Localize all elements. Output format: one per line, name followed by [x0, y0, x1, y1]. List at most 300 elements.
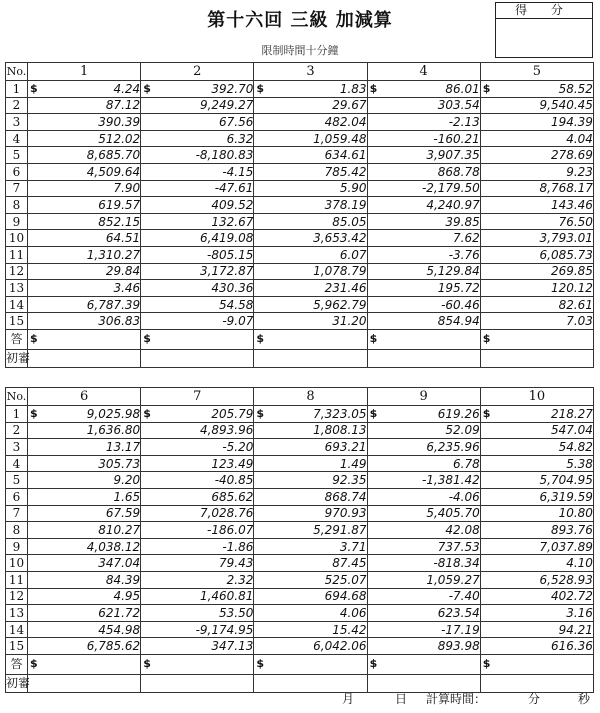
value-text: 120.12 — [550, 280, 593, 295]
value-cell — [141, 422, 254, 439]
value-cell — [141, 472, 254, 489]
value-text: 143.46 — [550, 197, 593, 212]
table-row — [6, 571, 594, 588]
value-text: 3,793.01 — [539, 231, 593, 246]
dollar-sign: $ — [369, 657, 378, 671]
value-cell — [480, 280, 593, 297]
dollar-sign: $ — [482, 406, 491, 420]
value-text: 347.04 — [98, 556, 141, 571]
value-cell — [28, 588, 141, 605]
row-number: 7 — [6, 505, 28, 522]
row-number: 4 — [6, 130, 28, 147]
value-text: 84.39 — [105, 572, 141, 587]
value-text: 278.69 — [550, 148, 593, 163]
value-cell — [254, 422, 367, 439]
value-cell — [28, 406, 141, 423]
value-text: 132.67 — [211, 214, 254, 229]
value-text: 306.83 — [98, 314, 141, 329]
table-row — [6, 180, 594, 197]
value-cell — [28, 638, 141, 655]
value-cell — [480, 313, 593, 330]
value-text: 39.85 — [445, 214, 480, 229]
value-cell — [141, 522, 254, 539]
value-cell — [28, 605, 141, 622]
value-cell — [254, 114, 367, 131]
row-number: 5 — [6, 147, 28, 164]
value-cell — [480, 180, 593, 197]
value-cell — [367, 538, 480, 555]
answer-cell[interactable] — [367, 329, 480, 349]
value-text: 402.72 — [550, 589, 593, 604]
row-number: 8 — [6, 522, 28, 539]
value-cell — [28, 621, 141, 638]
answer-cell[interactable] — [480, 329, 593, 349]
value-cell — [141, 197, 254, 214]
value-cell — [480, 638, 593, 655]
value-cell — [141, 406, 254, 423]
answer-cell[interactable] — [28, 329, 141, 349]
value-text: -5.20 — [222, 439, 254, 454]
value-text: 785.42 — [324, 164, 367, 179]
value-cell — [367, 263, 480, 280]
value-text: 737.53 — [437, 539, 480, 554]
value-text: 454.98 — [98, 622, 141, 637]
table-row — [6, 455, 594, 472]
value-text: 6,235.96 — [426, 439, 480, 454]
value-cell — [480, 455, 593, 472]
value-text: 92.35 — [332, 473, 367, 488]
row-number: 15 — [6, 313, 28, 330]
value-text: 5,405.70 — [426, 506, 480, 521]
value-text: 1,059.27 — [426, 572, 480, 587]
row-number: 7 — [6, 180, 28, 197]
value-text: 54.58 — [219, 297, 254, 312]
value-cell — [254, 180, 367, 197]
value-text: -160.21 — [433, 131, 480, 146]
check-cell[interactable] — [480, 349, 593, 367]
column-header: 1 — [28, 63, 141, 81]
dollar-sign: $ — [143, 332, 151, 346]
table-row — [6, 197, 594, 214]
value-cell — [480, 588, 593, 605]
value-cell — [28, 313, 141, 330]
value-text: 8,768.17 — [539, 181, 593, 196]
row-number: 8 — [6, 197, 28, 214]
value-cell — [254, 538, 367, 555]
check-label: 初審 — [6, 676, 31, 691]
value-text: 5,291.87 — [313, 522, 367, 537]
value-text: 7.62 — [453, 231, 480, 246]
value-cell — [367, 555, 480, 572]
value-text: 970.93 — [324, 506, 367, 521]
table-row — [6, 114, 594, 131]
value-cell — [367, 296, 480, 313]
value-text: 6,785.62 — [86, 639, 141, 654]
column-header: 7 — [141, 388, 254, 406]
dollar-sign: $ — [256, 406, 265, 420]
value-text: 1.49 — [339, 456, 367, 471]
value-cell — [254, 147, 367, 164]
dollar-sign: $ — [143, 406, 151, 420]
value-text: 7,028.76 — [199, 506, 254, 521]
value-text: 305.73 — [98, 456, 141, 471]
value-cell — [141, 114, 254, 131]
value-cell — [367, 505, 480, 522]
table-row — [6, 163, 594, 180]
value-text: -2.13 — [448, 114, 480, 129]
check-cell[interactable] — [28, 349, 141, 367]
value-cell — [480, 246, 593, 263]
row-number: 1 — [6, 81, 28, 98]
value-cell — [254, 455, 367, 472]
row-number: 9 — [6, 538, 28, 555]
dollar-sign: $ — [482, 332, 491, 346]
row-number: 12 — [6, 263, 28, 280]
value-text: 67.56 — [219, 114, 254, 129]
value-text: 3,653.42 — [313, 231, 367, 246]
value-cell — [28, 97, 141, 114]
no-header: No. — [6, 388, 28, 406]
dollar-sign: $ — [369, 332, 378, 346]
value-text: 9,540.45 — [539, 98, 593, 113]
column-header: 10 — [480, 388, 593, 406]
row-number: 10 — [6, 230, 28, 247]
value-cell — [141, 97, 254, 114]
value-text: 5,704.95 — [539, 473, 593, 488]
value-cell — [254, 97, 367, 114]
value-text: 3.71 — [339, 539, 367, 554]
value-text: 6,319.59 — [539, 489, 593, 504]
value-text: 893.76 — [550, 522, 593, 537]
value-text: 378.19 — [324, 197, 367, 212]
value-text: -9.07 — [222, 314, 254, 329]
row-number: 4 — [6, 455, 28, 472]
table-row — [6, 313, 594, 330]
footer-month: 月 — [342, 692, 355, 706]
value-cell — [480, 230, 593, 247]
row-number: 6 — [6, 488, 28, 505]
value-text: 810.27 — [98, 522, 141, 537]
value-cell — [28, 555, 141, 572]
value-text: 409.52 — [211, 197, 254, 212]
footer-seconds: 秒 — [578, 692, 591, 706]
value-cell — [28, 180, 141, 197]
value-text: 852.15 — [98, 214, 141, 229]
value-text: 4,893.96 — [199, 423, 254, 438]
check-cell[interactable] — [28, 674, 141, 692]
dollar-sign: $ — [369, 406, 378, 420]
value-cell — [141, 439, 254, 456]
table-row — [6, 280, 594, 297]
value-text: 5.38 — [566, 456, 593, 471]
value-cell — [367, 621, 480, 638]
table-row — [6, 638, 594, 655]
value-cell — [254, 472, 367, 489]
value-text: 619.26 — [437, 406, 480, 421]
value-text: 693.21 — [324, 439, 367, 454]
value-cell — [367, 213, 480, 230]
answer-cell[interactable] — [254, 654, 367, 674]
value-text: 685.62 — [211, 489, 254, 504]
value-cell — [367, 588, 480, 605]
value-text: 1.83 — [339, 81, 367, 96]
dollar-sign: $ — [482, 81, 491, 95]
value-text: 4,240.97 — [426, 197, 480, 212]
value-cell — [28, 571, 141, 588]
value-text: 5,129.84 — [426, 264, 480, 279]
value-cell — [254, 230, 367, 247]
dollar-sign: $ — [143, 81, 151, 95]
value-text: -3.76 — [448, 247, 480, 262]
value-text: 82.61 — [558, 297, 593, 312]
value-cell — [480, 406, 593, 423]
value-text: 621.72 — [98, 605, 141, 620]
value-cell — [480, 605, 593, 622]
answer-label: 答 — [6, 654, 28, 674]
value-cell — [254, 522, 367, 539]
value-text: 7.90 — [113, 181, 141, 196]
value-cell — [254, 505, 367, 522]
value-cell — [141, 81, 254, 98]
value-text: 634.61 — [324, 148, 367, 163]
value-text: 205.79 — [211, 406, 254, 421]
value-text: 67.59 — [105, 506, 141, 521]
value-text: 893.98 — [437, 639, 480, 654]
footer-calc-time: 計算時間： — [426, 692, 487, 706]
value-cell — [367, 638, 480, 655]
row-number: 3 — [6, 114, 28, 131]
table-row — [6, 130, 594, 147]
value-cell — [141, 455, 254, 472]
value-text: 94.21 — [558, 622, 593, 637]
value-cell — [141, 588, 254, 605]
header-row — [6, 63, 594, 81]
value-text: 1,636.80 — [86, 423, 141, 438]
column-header: 2 — [141, 63, 254, 81]
value-text: 8,685.70 — [86, 148, 141, 163]
dollar-sign: $ — [256, 657, 265, 671]
value-text: 1,078.79 — [313, 264, 367, 279]
row-number: 12 — [6, 588, 28, 605]
column-header: 6 — [28, 388, 141, 406]
table-row — [6, 263, 594, 280]
value-cell — [254, 197, 367, 214]
value-text: 616.36 — [550, 639, 593, 654]
value-text: 64.51 — [105, 231, 141, 246]
value-cell — [254, 213, 367, 230]
answer-cell[interactable] — [141, 654, 254, 674]
value-cell — [28, 472, 141, 489]
value-text: 390.39 — [98, 114, 141, 129]
answer-cell[interactable] — [480, 654, 593, 674]
value-cell — [28, 81, 141, 98]
value-text: 6,787.39 — [86, 297, 141, 312]
value-cell — [367, 439, 480, 456]
value-cell — [367, 280, 480, 297]
value-cell — [254, 621, 367, 638]
table-row — [6, 439, 594, 456]
value-cell — [254, 163, 367, 180]
value-text: 79.43 — [219, 556, 254, 571]
header-row — [6, 388, 594, 406]
value-cell — [141, 555, 254, 572]
value-text: 1.65 — [113, 489, 141, 504]
value-text: 1,808.13 — [313, 423, 367, 438]
row-number: 3 — [6, 439, 28, 456]
dollar-sign: $ — [30, 81, 38, 95]
answer-cell[interactable] — [367, 654, 480, 674]
row-number: 2 — [6, 97, 28, 114]
value-cell — [254, 313, 367, 330]
check-cell[interactable] — [254, 349, 367, 367]
row-number: 5 — [6, 472, 28, 489]
value-cell — [28, 422, 141, 439]
value-text: 3.46 — [113, 280, 141, 295]
value-cell — [480, 555, 593, 572]
value-cell — [480, 422, 593, 439]
problem-table-2 — [5, 387, 594, 693]
value-text: 7,037.89 — [539, 539, 593, 554]
value-text: 4.24 — [113, 81, 141, 96]
value-text: 623.54 — [437, 605, 480, 620]
table-row — [6, 406, 594, 423]
value-cell — [367, 97, 480, 114]
value-cell — [141, 246, 254, 263]
answer-cell[interactable] — [254, 329, 367, 349]
value-text: 6,419.08 — [199, 231, 254, 246]
check-row — [6, 674, 594, 692]
value-cell — [254, 246, 367, 263]
value-cell — [141, 130, 254, 147]
value-cell — [254, 81, 367, 98]
value-text: 392.70 — [211, 81, 254, 96]
value-cell — [480, 488, 593, 505]
value-text: 3.16 — [566, 605, 593, 620]
value-text: 9,025.98 — [86, 406, 141, 421]
value-cell — [367, 605, 480, 622]
value-cell — [480, 296, 593, 313]
value-text: -60.46 — [441, 297, 480, 312]
value-text: 619.57 — [98, 197, 141, 212]
table-row — [6, 555, 594, 572]
value-text: 29.67 — [332, 98, 367, 113]
value-cell — [480, 571, 593, 588]
column-header: 3 — [254, 63, 367, 81]
value-text: 87.45 — [332, 556, 367, 571]
value-text: 854.94 — [437, 314, 480, 329]
dollar-sign: $ — [369, 81, 378, 95]
value-cell — [367, 472, 480, 489]
value-text: 6.07 — [339, 247, 367, 262]
value-text: -2,179.50 — [421, 181, 480, 196]
value-cell — [480, 472, 593, 489]
value-cell — [480, 522, 593, 539]
value-text: 4.95 — [113, 589, 141, 604]
value-cell — [480, 263, 593, 280]
value-cell — [480, 439, 593, 456]
value-text: 9.23 — [566, 164, 593, 179]
value-text: -1,381.42 — [421, 473, 480, 488]
value-cell — [367, 163, 480, 180]
value-cell — [141, 213, 254, 230]
value-text: 4,509.64 — [86, 164, 141, 179]
check-cell[interactable] — [367, 349, 480, 367]
value-cell — [28, 130, 141, 147]
table-row — [6, 505, 594, 522]
value-cell — [254, 280, 367, 297]
row-number: 13 — [6, 280, 28, 297]
value-cell — [367, 422, 480, 439]
value-cell — [254, 555, 367, 572]
table-row — [6, 605, 594, 622]
answer-row — [6, 329, 594, 349]
row-number: 10 — [6, 555, 28, 572]
dollar-sign: $ — [256, 81, 265, 95]
value-cell — [367, 455, 480, 472]
value-text: 7.03 — [566, 314, 593, 329]
value-text: 2.32 — [226, 572, 254, 587]
value-cell — [367, 130, 480, 147]
value-text: 4.04 — [566, 131, 593, 146]
value-cell — [254, 296, 367, 313]
value-cell — [480, 147, 593, 164]
value-text: 54.82 — [558, 439, 593, 454]
table-row — [6, 588, 594, 605]
check-label: 初審 — [6, 351, 31, 366]
value-text: 218.27 — [550, 406, 593, 421]
value-cell — [28, 488, 141, 505]
value-cell — [254, 638, 367, 655]
value-cell — [28, 522, 141, 539]
value-cell — [141, 621, 254, 638]
value-cell — [254, 605, 367, 622]
value-cell — [480, 505, 593, 522]
check-cell[interactable] — [141, 349, 254, 367]
dollar-sign: $ — [30, 406, 38, 420]
answer-cell[interactable] — [28, 654, 141, 674]
value-text: 4.10 — [566, 556, 593, 571]
value-cell — [480, 114, 593, 131]
value-cell — [367, 114, 480, 131]
value-text: 1,310.27 — [86, 247, 141, 262]
value-text: 9.20 — [113, 473, 141, 488]
value-cell — [480, 538, 593, 555]
footer-minutes: 分 — [528, 692, 541, 706]
value-text: 6,085.73 — [539, 247, 593, 262]
value-cell — [28, 147, 141, 164]
value-text: -186.07 — [207, 522, 254, 537]
answer-cell[interactable] — [141, 329, 254, 349]
value-cell — [254, 488, 367, 505]
check-cell[interactable] — [141, 674, 254, 692]
value-cell — [28, 538, 141, 555]
row-number: 14 — [6, 296, 28, 313]
table-row — [6, 296, 594, 313]
value-text: 5.90 — [339, 181, 367, 196]
value-cell — [28, 163, 141, 180]
value-text: 694.68 — [324, 589, 367, 604]
value-text: 58.52 — [558, 81, 593, 96]
value-cell — [367, 488, 480, 505]
column-header: 5 — [480, 63, 593, 81]
row-number: 11 — [6, 571, 28, 588]
value-cell — [480, 621, 593, 638]
value-text: 6.78 — [453, 456, 480, 471]
column-header: 4 — [367, 63, 480, 81]
value-cell — [254, 263, 367, 280]
value-text: 123.49 — [211, 456, 254, 471]
row-number: 9 — [6, 213, 28, 230]
